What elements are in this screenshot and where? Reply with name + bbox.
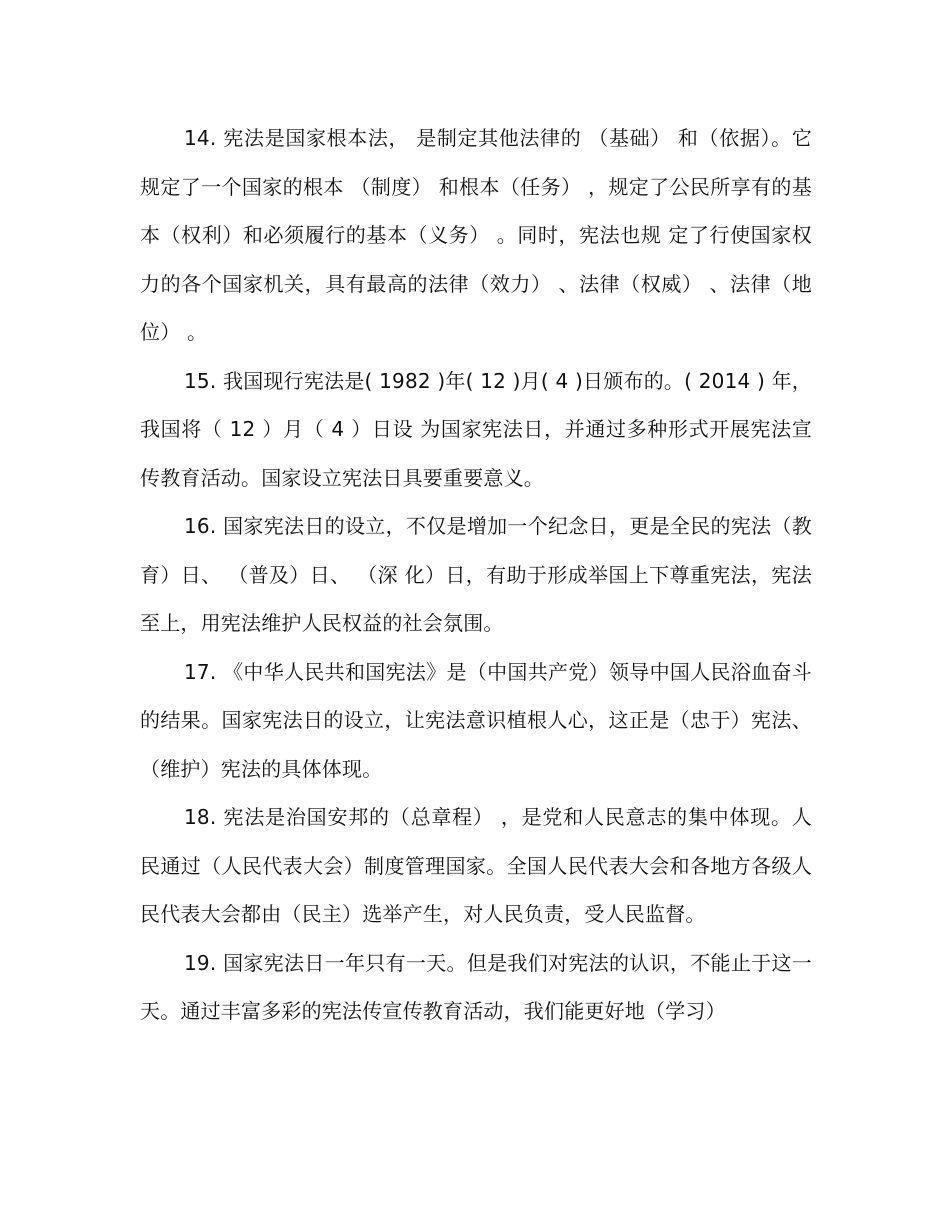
paragraph-15: 15. 我国现行宪法是( 1982 )年( 12 )月( 4 )日颁布的。( 2014 ) 年，我国将（ 12 ）月（ 4 ）日设 为国家宪法日，并通过多种形式开展宪法宣传教育活动。国家设立宪法日具要重要意义。	[140, 368, 812, 490]
paragraph-14: 14. 宪法是国家根本法， 是制定其他法律的 （基础） 和（依据）。它规定了一个国家的根本 （制度） 和根本（任务） ，规定了公民所享有的基本（权利）和必须履行的基本（义务） 。同时，宪法也规 定了行使国家权力的各个国家机关，具有最高的法律（效力） 、法律（权威） 、法律（地位） 。	[140, 126, 812, 344]
paragraph-19: 19. 国家宪法日一年只有一天。但是我们对宪法的认识，不能止于这一天。通过丰富多彩的宪法传宣传教育活动，我们能更好地（学习）	[140, 950, 812, 1023]
paragraph-17: 17. 《中华人民共和国宪法》是（中国共产党）领导中国人民浴血奋斗的结果。国家宪法日的设立，让宪法意识植根人心，这正是（忠于）宪法、 （维护）宪法的具体体现。	[140, 659, 812, 781]
paragraph-18: 18. 宪法是治国安邦的（总章程） ，是党和人民意志的集中体现。人民通过（人民代表大会）制度管理国家。全国人民代表大会和各地方各级人民代表大会都由（民主）选举产生，对人民负责，受人民监督。	[140, 805, 812, 926]
paragraph-16: 16. 国家宪法日的设立，不仅是增加一个纪念日，更是全民的宪法（教育）日、 （普及）日、 （深 化）日，有助于形成举国上下尊重宪法，宪法至上，用宪法维护人民权益的社会氛围。	[140, 514, 812, 635]
document-body	[140, 114, 812, 1036]
